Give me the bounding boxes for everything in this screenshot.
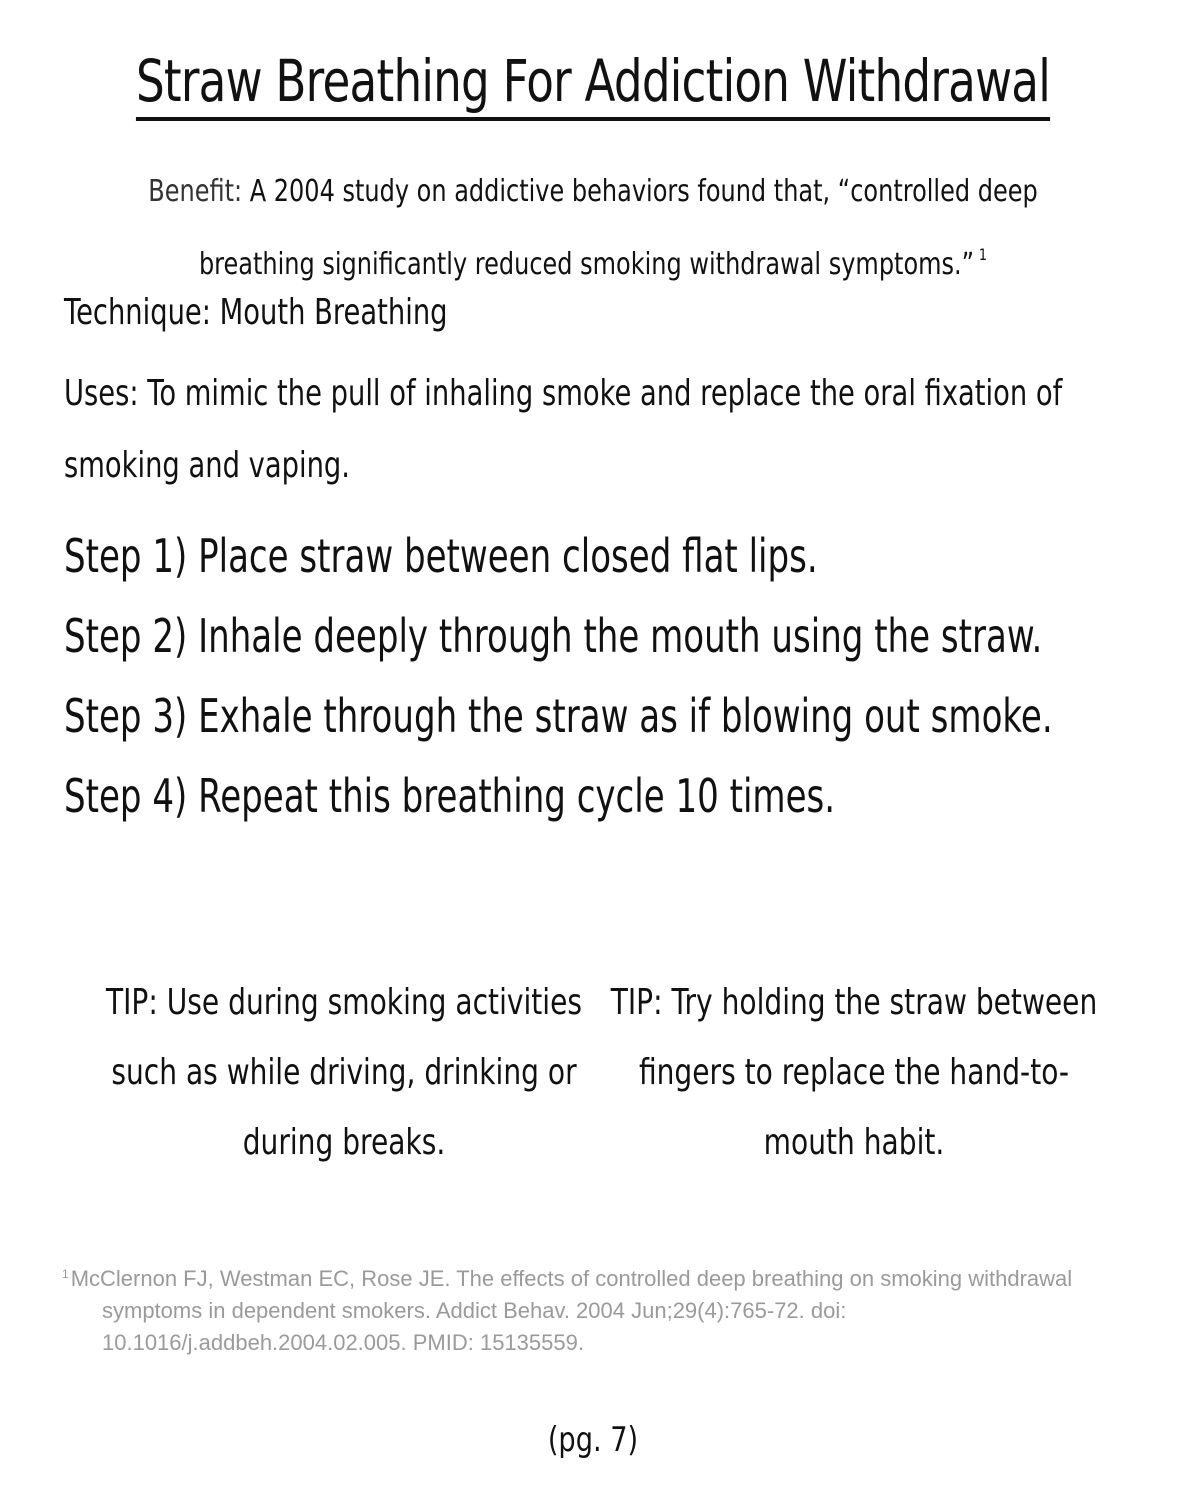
footnote xyxy=(48,1258,1132,1359)
benefit-paragraph xyxy=(135,160,1052,296)
footnote-text: McClernon FJ, Westman EC, Rose JE. The effects of controlled deep breathing on smoking withdrawal symptoms in dependent smokers. Addict Behav. 2004 Jun;29(4):765-72. doi: 10.1016/j.addbeh.2004.02.005. PMID: 15135559. xyxy=(70,1266,1073,1355)
step-item: Step 2) Inhale deeply through the mouth using the straw. xyxy=(64,609,1043,663)
uses-paragraph: Uses: To mimic the pull of inhaling smoke and replace the oral fixation of smoking and vaping. xyxy=(64,373,1063,486)
steps-list xyxy=(64,516,1053,836)
page-title-text: Straw Breathing For Addiction Withdrawal xyxy=(136,47,1050,121)
page-title xyxy=(130,38,1055,124)
step-item: Step 3) Exhale through the straw as if blowing out smoke. xyxy=(64,689,1053,743)
tip-right: TIP: Try holding the straw between fingers to replace the hand-to-mouth habit. xyxy=(610,982,1098,1163)
benefit-label: Benefit: xyxy=(148,174,243,209)
footnote-marker: 1 xyxy=(62,1267,69,1281)
tip-left: TIP: Use during smoking activities such as while driving, drinking or during breaks. xyxy=(105,982,583,1163)
technique-line: Technique: Mouth Breathing xyxy=(64,292,448,333)
page-number: (pg. 7) xyxy=(547,1420,639,1460)
benefit-text: A 2004 study on addictive behaviors found that, “controlled deep breathing significantly reduced smoking withdrawal symptoms.” xyxy=(198,174,1038,282)
step-item: Step 4) Repeat this breathing cycle 10 times. xyxy=(64,769,836,823)
benefit-footnote-marker: 1 xyxy=(978,245,988,264)
step-item: Step 1) Place straw between closed flat lips. xyxy=(64,529,818,583)
